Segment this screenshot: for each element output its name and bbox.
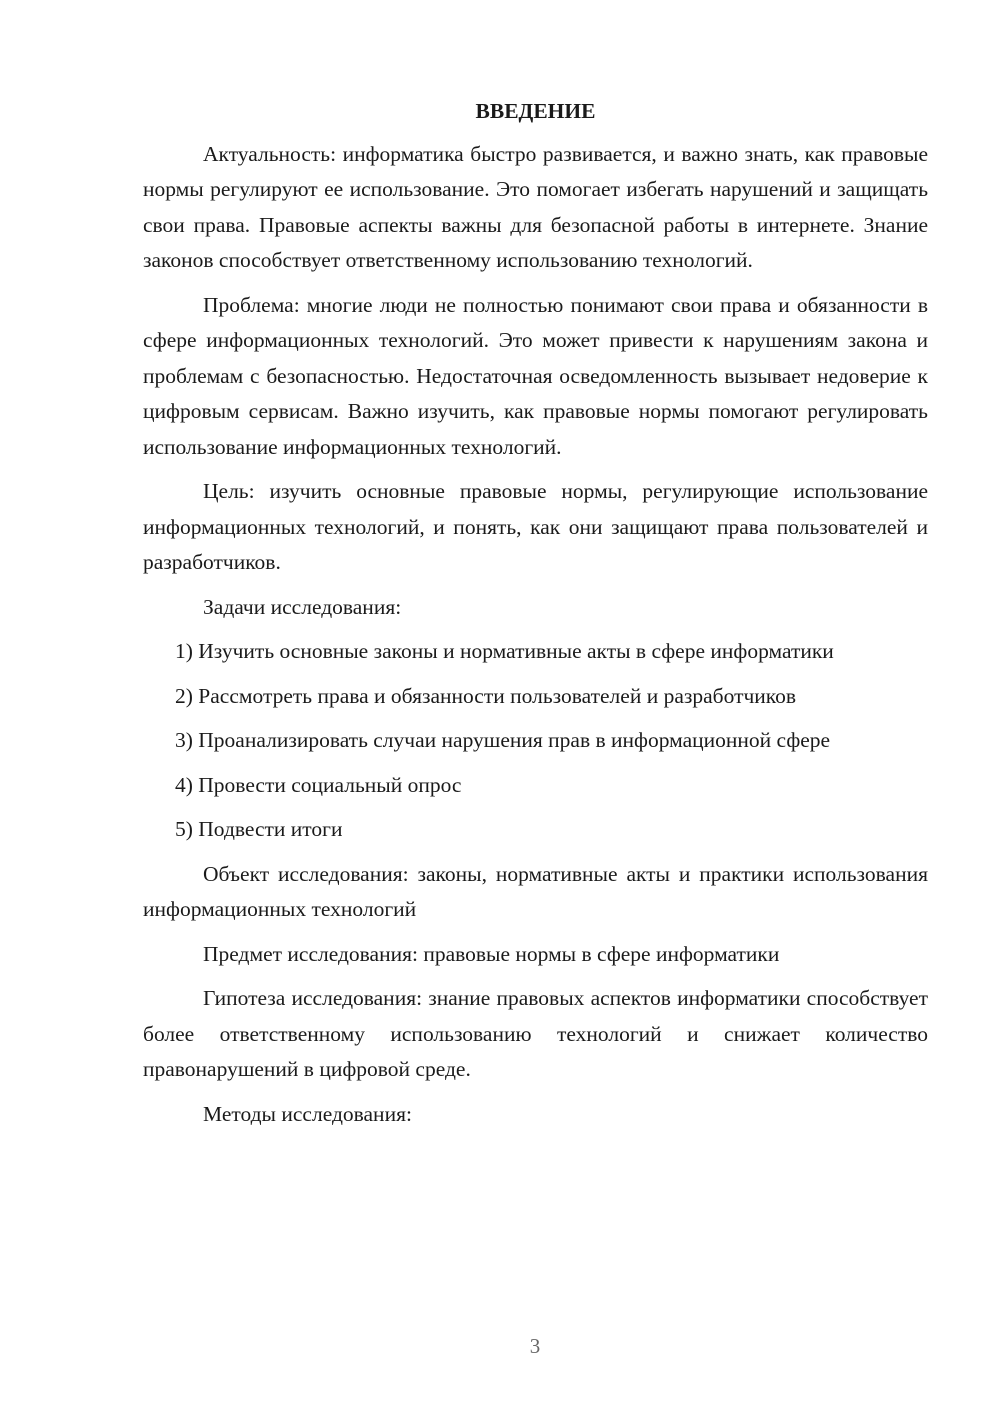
paragraph-goal: Цель: изучить основные правовые нормы, регулирующие использование информационных технологий, и понять, как они защищают права пользователей и разработчиков. bbox=[143, 479, 928, 574]
paragraph-object: Объект исследования: законы, нормативные акты и практики использования информационных технологий bbox=[143, 861, 928, 921]
task-item-5: 5) Подвести итоги bbox=[175, 817, 343, 841]
section-title: ВВЕДЕНИЕ bbox=[475, 99, 596, 123]
task-item-2: 2) Рассмотреть права и обязанности пользователей и разработчиков bbox=[175, 683, 797, 708]
paragraph-hypothesis: Гипотеза исследования: знание правовых аспектов информатики способствует более ответственному использованию технологий и снижает количество правонарушений в цифровой среде. bbox=[143, 986, 928, 1081]
task-item-1: 1) Изучить основные законы и нормативные акты в сфере информатики bbox=[175, 639, 834, 663]
paragraph-problem: Проблема: многие люди не полностью понимают свои права и обязанности в сфере информационных технологий. Это может привести к нарушениям закона и проблемам с безопасностью. Недостаточная осведомленность вызывает недоверие к цифровым сервисам. Важно изучить, как правовые нормы помогают регулировать использование информационных технологий. bbox=[143, 292, 928, 459]
paragraph-relevance: Актуальность: информатика быстро развивается, и важно знать, как правовые нормы регулируют ее использование. Это помогает избегать нарушений и защищать свои права. Правовые аспекты важны для безопасной работы в интернете. Знание законов способствует ответственному использованию технологий. bbox=[143, 141, 928, 272]
task-item-4: 4) Провести социальный опрос bbox=[175, 772, 462, 797]
methods-heading: Методы исследования: bbox=[203, 1101, 412, 1126]
document-body bbox=[143, 94, 928, 1132]
task-item-3: 3) Проанализировать случаи нарушения прав в информационной сфере bbox=[175, 728, 831, 752]
paragraph-subject: Предмет исследования: правовые нормы в сфере информатики bbox=[203, 941, 780, 966]
page-number: 3 bbox=[529, 1334, 541, 1358]
tasks-heading: Задачи исследования: bbox=[203, 594, 402, 619]
